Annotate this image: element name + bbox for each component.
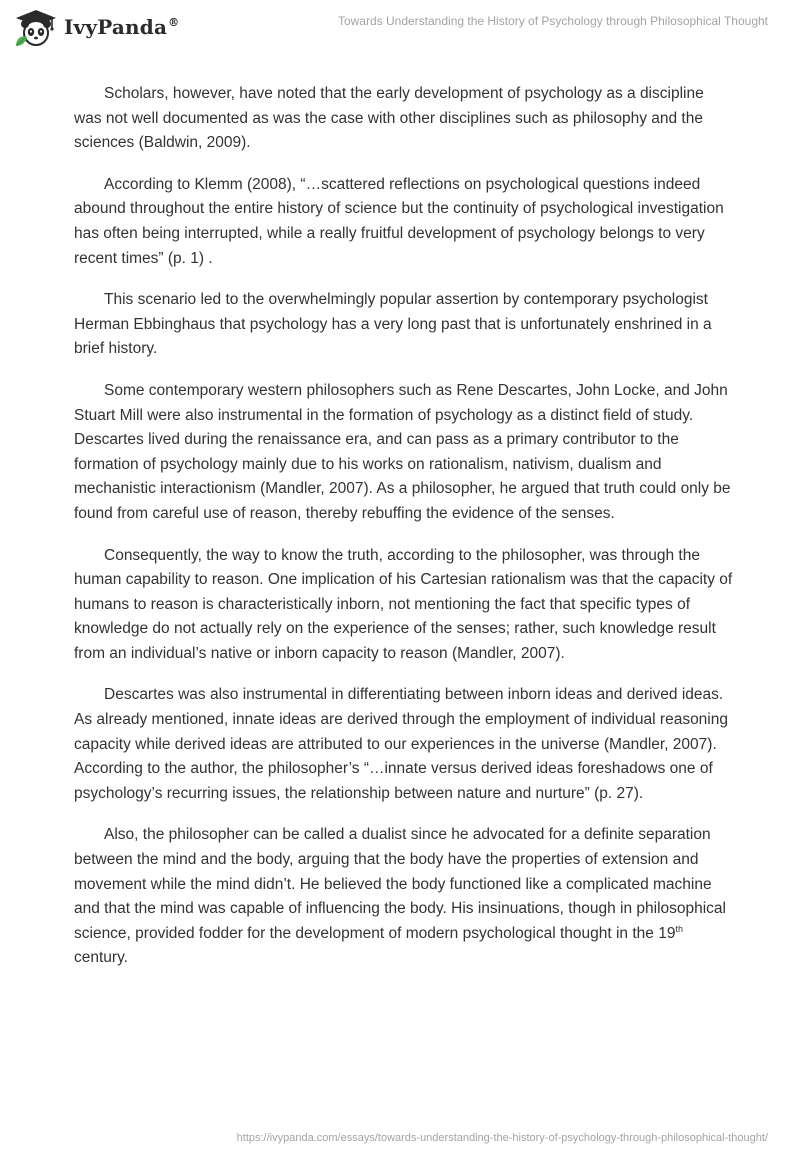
ordinal-superscript: th	[675, 923, 683, 934]
paragraph: Some contemporary western philosophers such as Rene Descartes, John Locke, and John Stuart Mill were also instrumental in the formation of psychology as a distinct field of study. Descartes lived during the renaissance era, and can pass as a primary contributor to the formation of psychology mainly due to his works on rationalism, nativism, dualism and mechanistic interactionism (Mandler, 2007). As a philosopher, he argued that truth could only be found from careful use of reason, thereby rebuffing the evidence of the senses.	[74, 381, 731, 522]
brand-name: IvyPanda®	[64, 15, 180, 39]
essay-body	[74, 82, 734, 988]
paragraph: This scenario led to the overwhelmingly popular assertion by contemporary psychologist Herman Ebbinghaus that psychology has a very long past that is unfortunately enshrined in a brief history.	[74, 291, 712, 358]
page-header	[0, 0, 800, 60]
paragraph-text: Also, the philosopher can be called a dualist since he advocated for a definite separation between the mind and the body, arguing that the body have the properties of extension and movement while the mind didn’t. He believed the body functioned like a complicated machine and that the mind was capable of influencing the body. His insinuations, though in philosophical science, provided fodder for the development of modern psychological thought in the 19	[74, 826, 726, 942]
paragraph-tail: century.	[74, 949, 128, 967]
paragraph: Scholars, however, have noted that the early development of psychology as a discipline was not well documented as was the case with other disciplines such as philosophy and the sciences (Baldwin, 2009).	[74, 85, 704, 152]
document-title: Towards Understanding the History of Psychology through Philosophical Thought	[337, 14, 768, 28]
paragraph: Consequently, the way to know the truth, according to the philosopher, was through the human capability to reason. One implication of his Cartesian rationalism was that the capacity of humans to reason is characteristically inborn, not mentioning the fact that specific types of knowledge do not actually rely on the experience of the senses; rather, such knowledge result from an individual’s native or inborn capacity to reason (Mandler, 2007).	[74, 546, 733, 662]
source-url[interactable]: https://ivypanda.com/essays/towards-understanding-the-history-of-psychology-through-philosophical-thought/	[236, 1132, 768, 1144]
panda-graduate-icon	[14, 8, 58, 48]
paragraph-last	[74, 823, 734, 971]
paragraph: According to Klemm (2008), “…scattered reflections on psychological questions indeed abound throughout the entire history of science but the continuity of psychological investigation has often being interrupted, while a really fruitful development of psychology belongs to very recent times” (p. 1) .	[74, 175, 724, 267]
ivypanda-logo[interactable]	[14, 8, 179, 48]
paragraph: Descartes was also instrumental in differentiating between inborn ideas and derived ideas. As already mentioned, innate ideas are derived through the employment of individual reasoning capacity while derived ideas are attributed to our experiences in the universe (Mandler, 2007). According to the author, the philosopher’s “…innate versus derived ideas foreshadows one of psychology’s recurring issues, the relationship between nature and nurture” (p. 27).	[74, 686, 728, 802]
